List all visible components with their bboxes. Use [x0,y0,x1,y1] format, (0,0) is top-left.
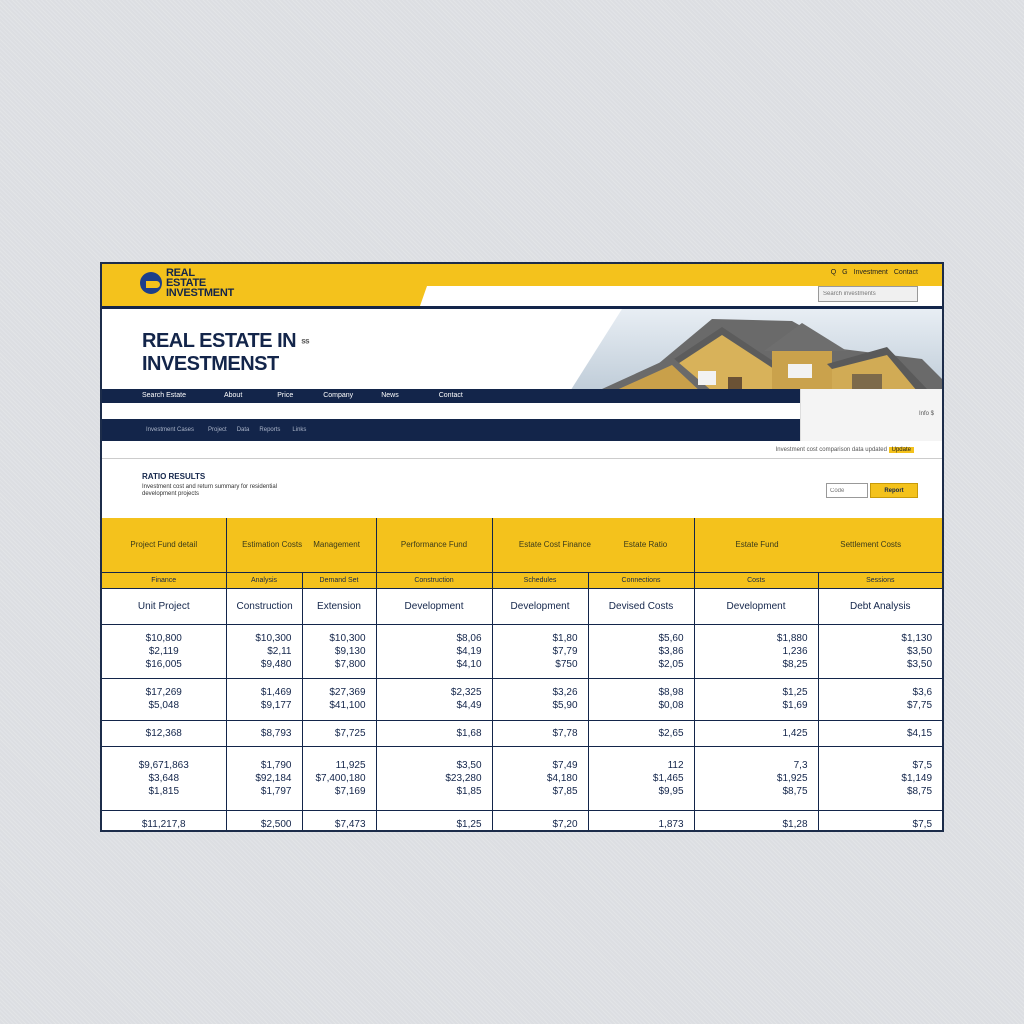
table-cell: $1,790 $92,184 $1,797 [226,746,302,810]
group-header-label: Estate Fund [735,540,779,550]
table-label-row [102,588,942,624]
group-header [694,518,942,572]
row-label: Development [492,588,588,624]
secondary-nav [102,419,800,441]
table-cell: $3,50 $23,280 $1,85 [376,746,492,810]
table-cell: $10,300 $2,11 $9,480 [226,624,302,678]
group-header-label: Estimation Costs [242,540,303,550]
hero-title-line2: INVESTMENST [142,352,279,375]
table-cell: 7,3 $1,925 $8,75 [694,746,818,810]
table-cell: $1,25 [376,810,492,832]
status-row [102,441,942,459]
subnav-item[interactable]: Investment Cases [146,427,195,433]
table-cell: $3,6 $7,75 [818,678,942,720]
status-text-wrap [776,447,914,453]
group-header-label: Estate Ratio [623,540,668,550]
hero-title-suffix: ss [301,336,310,346]
table-cell: $3,26 $5,90 [492,678,588,720]
top-link[interactable]: G [842,269,848,276]
row-label: Development [694,588,818,624]
status-tag[interactable]: Update [889,447,914,453]
column-header[interactable]: Demand Set [302,572,376,588]
table-cell: $7,49 $4,180 $7,85 [492,746,588,810]
table-cell: $8,06 $4,19 $4,10 [376,624,492,678]
nav-item[interactable]: News [381,392,399,399]
top-link[interactable]: Contact [893,269,918,276]
subnav-item[interactable]: Project [208,427,227,433]
table-cell: $7,20 [492,810,588,832]
browser-window [100,262,944,832]
section-subtitle: Investment cost and return summary for residential development projects [142,484,278,497]
row-label: Construction [226,588,302,624]
search-input[interactable] [818,286,918,302]
table-row [102,810,942,832]
table-row [102,720,942,746]
nav-item[interactable]: About [223,392,243,399]
table-cell: 1,425 [694,720,818,746]
top-links [831,269,918,276]
side-panel [800,389,942,441]
table-cell: $2,325 $4,49 [376,678,492,720]
table-cell: $2,500 [226,810,302,832]
table-cell: $11,217,8 [102,810,226,832]
group-header-label: Settlement Costs [840,540,902,550]
table-body [102,624,942,832]
table-cell: $10,800 $2,119 $16,005 [102,624,226,678]
table-group-header [102,518,942,572]
group-header-label: Management [313,540,360,550]
group-header [492,518,694,572]
table-sub-header [102,572,942,588]
investment-table [102,518,942,832]
table-cell: $1,25 $1,69 [694,678,818,720]
table-cell: $7,725 [302,720,376,746]
report-button[interactable]: Report [870,483,918,498]
table-cell: 1,873 [588,810,694,832]
column-header[interactable]: Connections [588,572,694,588]
table-cell: $5,60 $3,86 $2,05 [588,624,694,678]
table-cell: $8,98 $0,08 [588,678,694,720]
table-cell: $7,5 $1,149 $8,75 [818,746,942,810]
group-header [226,518,376,572]
column-header[interactable]: Costs [694,572,818,588]
row-label: Devised Costs [588,588,694,624]
group-header: Performance Fund [376,518,492,572]
top-link[interactable]: Investment [853,269,888,276]
column-header[interactable]: Finance [102,572,226,588]
nav-item[interactable]: Contact [438,392,463,399]
table-cell: 11,925 $7,400,180 $7,169 [302,746,376,810]
table-cell: $10,300 $9,130 $7,800 [302,624,376,678]
row-label: Debt Analysis [818,588,942,624]
row-label: Development [376,588,492,624]
column-header[interactable]: Schedules [492,572,588,588]
table-cell: $4,15 [818,720,942,746]
table-cell: $7,473 [302,810,376,832]
table-cell: 112 $1,465 $9,95 [588,746,694,810]
status-text: Investment cost comparison data updated [775,447,887,453]
table-cell: $1,130 $3,50 $3,50 [818,624,942,678]
logo-text: REAL ESTATE INVESTMENT [166,267,234,299]
table-cell: $1,28 [694,810,818,832]
logo-icon [140,272,162,294]
row-label: Unit Project [102,588,226,624]
table-cell: $7,78 [492,720,588,746]
row-label: Extension [302,588,376,624]
subnav-item[interactable]: Reports [259,427,281,433]
site-logo[interactable] [140,268,236,298]
table-row [102,746,942,810]
filter-input[interactable] [826,483,868,498]
group-header: Project Fund detail [102,518,226,572]
top-link[interactable]: Q [830,269,837,276]
column-header[interactable]: Sessions [818,572,942,588]
nav-gap [102,403,802,419]
subnav-item[interactable]: Data [236,427,250,433]
table-cell: $17,269 $5,048 [102,678,226,720]
nav-item[interactable]: Price [277,392,294,399]
table-cell: $1,469 $9,177 [226,678,302,720]
hero-banner [102,309,942,389]
table-cell: $27,369 $41,100 [302,678,376,720]
column-header[interactable]: Construction [376,572,492,588]
table-row [102,624,942,678]
table-cell: $1,68 [376,720,492,746]
table-cell: $1,880 1,236 $8,25 [694,624,818,678]
subnav-item[interactable]: Links [292,427,307,433]
section-title: RATIO RESULTS [142,472,206,481]
table-cell: $1,80 $7,79 $750 [492,624,588,678]
table-cell: $2,65 [588,720,694,746]
table-cell: $7,5 [818,810,942,832]
table-cell: $9,671,863 $3,648 $1,815 [102,746,226,810]
column-header[interactable]: Analysis [226,572,302,588]
hero-title [142,330,309,375]
table-row [102,678,942,720]
table-cell: $8,793 [226,720,302,746]
group-header-label: Estate Cost Finance [518,540,591,550]
table-cell: $12,368 [102,720,226,746]
nav-item[interactable]: Search Estate [142,392,186,399]
side-note: Info $ [918,411,934,417]
hero-title-line1: REAL ESTATE IN [142,330,297,352]
nav-item[interactable]: Company [323,392,354,399]
